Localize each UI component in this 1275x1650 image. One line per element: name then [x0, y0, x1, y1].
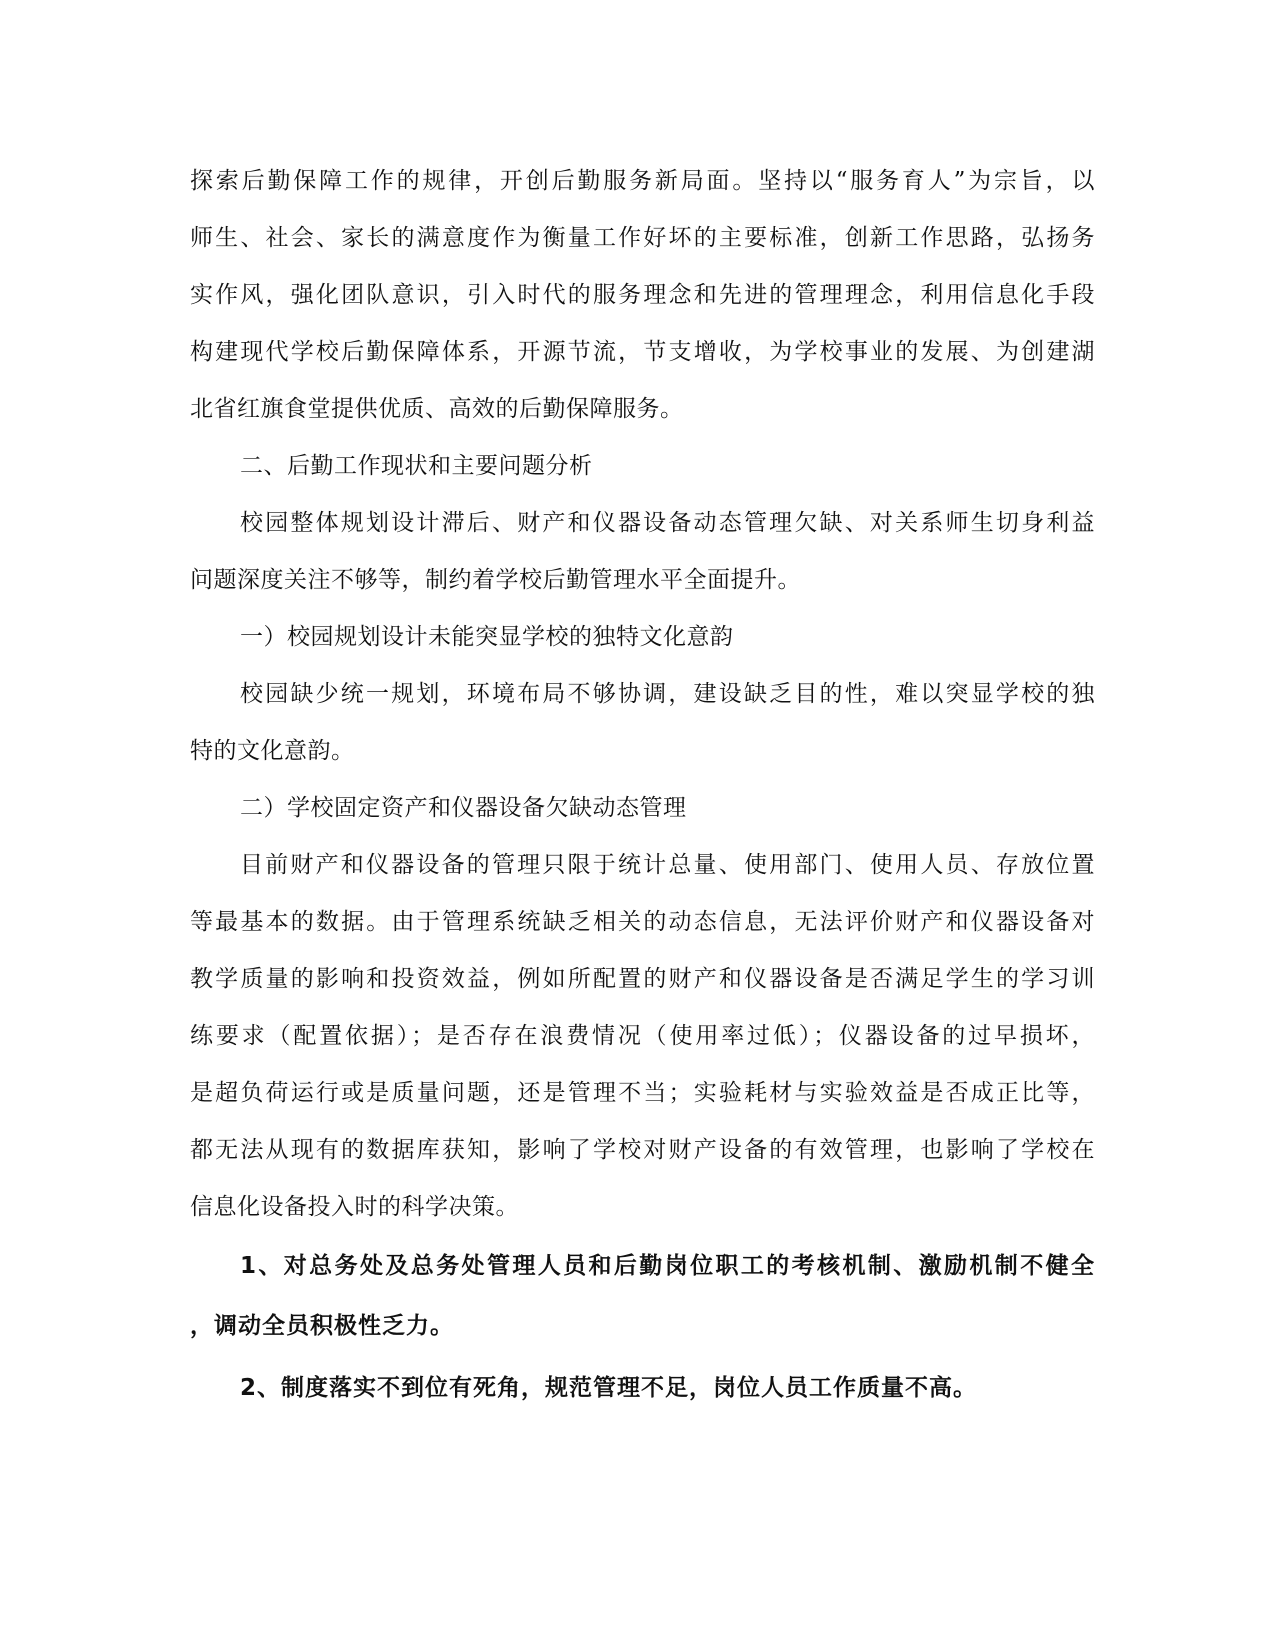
- paragraph-line: 探索后勤保障工作的规律，开创后勤服务新局面。坚持以“服务育人”为宗旨，以: [190, 168, 1095, 194]
- bold-item-2: 2、制度落实不到位有死角，规范管理不足，岗位人员工作质量不高。: [240, 1375, 978, 1401]
- subsection-heading: 二）学校固定资产和仪器设备欠缺动态管理: [240, 795, 687, 821]
- paragraph-line: 北省红旗食堂提供优质、高效的后勤保障服务。: [190, 396, 684, 422]
- paragraph-line: 校园缺少统一规划，环境布局不够协调，建设缺乏目的性，难以突显学校的独: [240, 681, 1095, 707]
- paragraph-line: 等最基本的数据。由于管理系统缺乏相关的动态信息，无法评价财产和仪器设备对: [190, 909, 1095, 935]
- paragraph-line: 是超负荷运行或是质量问题，还是管理不当；实验耗材与实验效益是否成正比等，: [190, 1080, 1095, 1106]
- paragraph-line: 实作风，强化团队意识，引入时代的服务理念和先进的管理理念，利用信息化手段: [190, 282, 1095, 308]
- paragraph-line: 信息化设备投入时的科学决策。: [190, 1194, 519, 1220]
- subsection-heading: 一）校园规划设计未能突显学校的独特文化意韵: [240, 624, 734, 650]
- paragraph-line: 问题深度关注不够等，制约着学校后勤管理水平全面提升。: [190, 567, 801, 593]
- paragraph-line: 目前财产和仪器设备的管理只限于统计总量、使用部门、使用人员、存放位置: [240, 852, 1095, 878]
- bold-item-1: 1、对总务处及总务处管理人员和后勤岗位职工的考核机制、激励机制不健全: [240, 1253, 1095, 1279]
- paragraph-line: 特的文化意韵。: [190, 738, 355, 764]
- paragraph-line: 校园整体规划设计滞后、财产和仪器设备动态管理欠缺、对关系师生切身利益: [240, 510, 1095, 536]
- bold-item-1-continued: ，调动全员积极性乏力。: [190, 1313, 454, 1339]
- paragraph-line: 构建现代学校后勤保障体系，开源节流，节支增收，为学校事业的发展、为创建湖: [190, 339, 1095, 365]
- paragraph-line: 师生、社会、家长的满意度作为衡量工作好坏的主要标准，创新工作思路，弘扬务: [190, 225, 1095, 251]
- paragraph-line: 都无法从现有的数据库获知，影响了学校对财产设备的有效管理，也影响了学校在: [190, 1137, 1095, 1163]
- paragraph-line: 练要求（配置依据）；是否存在浪费情况（使用率过低）；仪器设备的过早损坏，: [190, 1023, 1095, 1049]
- paragraph-line: 教学质量的影响和投资效益，例如所配置的财产和仪器设备是否满足学生的学习训: [190, 966, 1095, 992]
- section-heading: 二、后勤工作现状和主要问题分析: [240, 453, 593, 479]
